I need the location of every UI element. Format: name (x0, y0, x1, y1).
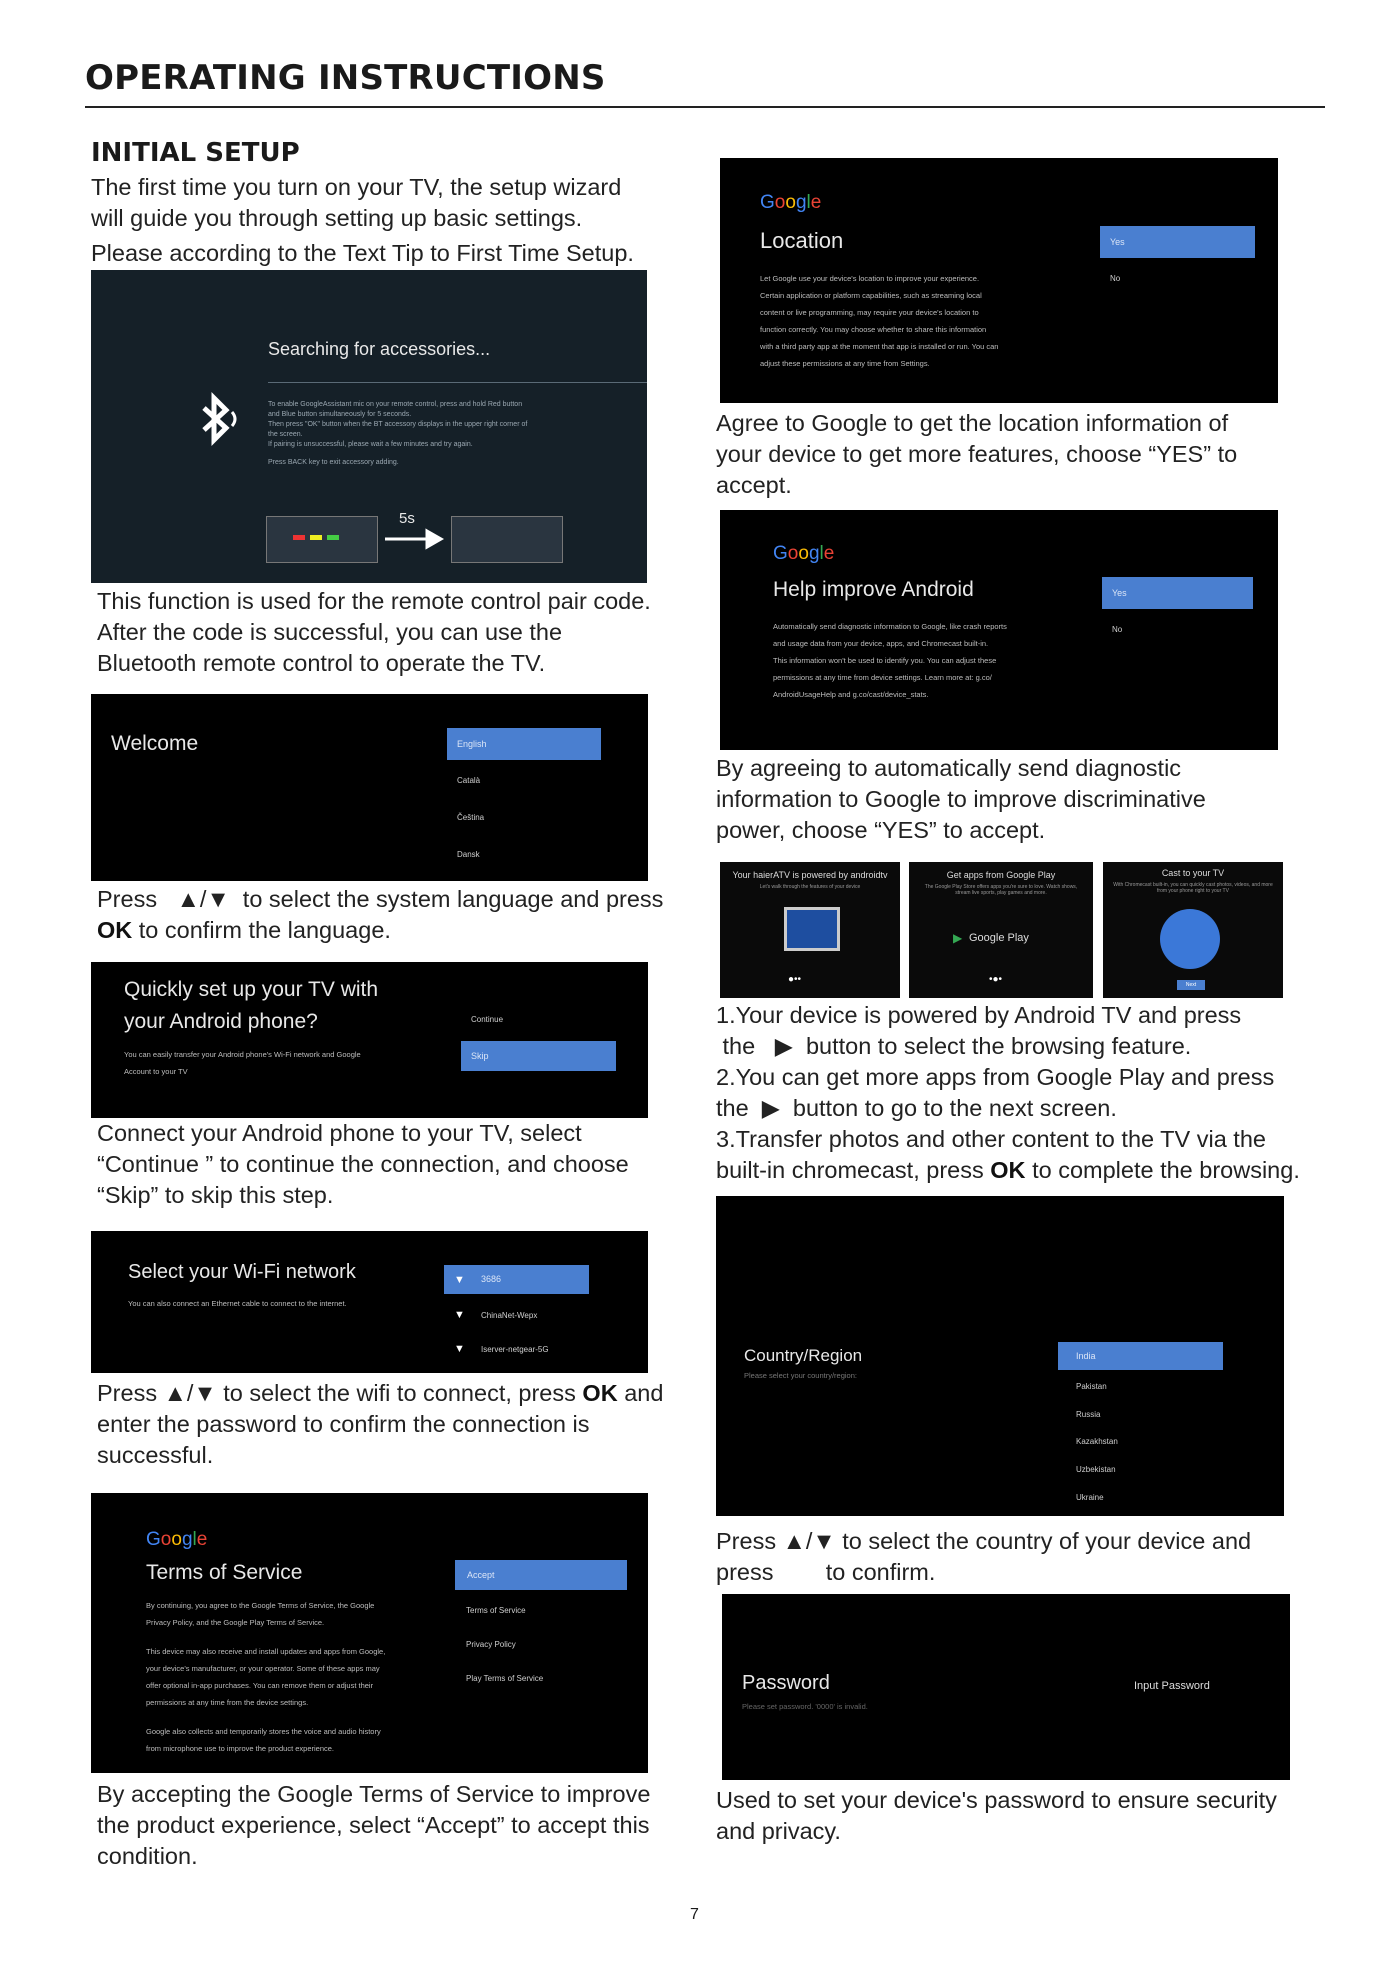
desc-text: the (722, 1033, 756, 1059)
screen-text: permissions at any time from the device settings. (146, 1698, 309, 1707)
google-play-icon: ▶ (953, 931, 963, 945)
screen-text: Automatically send diagnostic information to Google, like crash reports (773, 622, 1007, 631)
desc-text: built-in chromecast, press (716, 1157, 984, 1183)
screen-text: adjust these permissions at any time from Settings. (760, 359, 930, 368)
option-accept: Accept (455, 1560, 627, 1590)
bluetooth-description (97, 586, 651, 679)
option-no: No (1110, 274, 1121, 283)
page-number: 7 (690, 1906, 699, 1923)
password-screenshot (722, 1594, 1290, 1780)
option-skip: Skip (461, 1041, 616, 1071)
desc-line: By accepting the Google Terms of Service to improve (97, 1781, 651, 1807)
wifi-icon: ▼ (454, 1343, 465, 1355)
screen-text: and usage data from your device, apps, and Chromecast built-in. (773, 639, 989, 648)
tile-androidtv (720, 862, 900, 998)
screen-text: This device may also receive and install updates and apps from Google, (146, 1647, 386, 1656)
bluetooth-icon (186, 390, 246, 460)
location-screenshot (720, 158, 1278, 403)
desc-line: successful. (97, 1442, 214, 1468)
screen-text: and Blue button simultaneously for 5 seconds. (268, 411, 412, 418)
option-play-terms: Play Terms of Service (466, 1674, 544, 1683)
desc-text: Press (97, 1380, 158, 1406)
screen-text: Certain application or platform capabilities, such as streaming local (760, 291, 982, 300)
desc-line: enter the password to confirm the connection is (97, 1411, 590, 1437)
option-continue: Continue (471, 1015, 504, 1024)
tile-text: Let's walk through the features of your device (759, 884, 861, 890)
screen-text: To enable GoogleAssistant mic on your remote control, press and hold Red button (268, 401, 523, 408)
terms-screenshot (91, 1493, 648, 1773)
screen-text: content or live programming, may require your device's location to (760, 308, 979, 317)
desc-line: Agree to Google to get the location information of (716, 410, 1229, 436)
language-option: Dansk (457, 850, 480, 859)
desc-text: press (716, 1559, 774, 1585)
desc-line: “Continue ” to continue the connection, and choose (97, 1151, 629, 1177)
desc-line: “Skip” to skip this step. (97, 1182, 334, 1208)
wifi-network: 3686 (444, 1265, 589, 1294)
desc-line: Bluetooth remote control to operate the TV. (97, 650, 546, 676)
desc-text: to confirm. (825, 1559, 936, 1585)
desc-text: to select the country of your device and (842, 1528, 1252, 1554)
desc-line: Connect your Android phone to your TV, select (97, 1120, 582, 1146)
desc-line: power, choose “YES” to accept. (716, 817, 1046, 843)
country-option: Kazakhstan (1076, 1437, 1118, 1446)
help-improve-screenshot (720, 510, 1278, 750)
language-option: English (447, 728, 601, 760)
desc-line: 3.Transfer photos and other content to the TV via the (716, 1126, 1266, 1152)
screen-title: Help improve Android (773, 578, 974, 601)
tile-title: Get apps from Google Play (946, 870, 1056, 880)
wifi-network: ChinaNet-Wepx (481, 1311, 538, 1320)
tile-google-play (909, 862, 1093, 998)
desc-line: 2.You can get more apps from Google Play and press (716, 1064, 1275, 1090)
google-logo: Google (146, 1529, 208, 1550)
screen-text: offer optional in-app purchases. You can remove them or adjust their (146, 1681, 374, 1690)
wifi-screenshot (91, 1231, 648, 1373)
google-logo: Google (760, 192, 822, 213)
desc-line: After the code is successful, you can use the (97, 619, 563, 645)
tile-title: Your haierATV is powered by androidtv (732, 870, 888, 880)
screen-title: your Android phone? (124, 1010, 318, 1033)
desc-line: and privacy. (716, 1818, 841, 1844)
ok-key: OK (990, 1157, 1026, 1183)
language-description (97, 884, 663, 946)
intro-text (91, 172, 634, 269)
screen-title: Welcome (111, 732, 199, 755)
desc-line: This function is used for the remote control pair code. (97, 588, 651, 614)
country-option: Russia (1076, 1410, 1101, 1419)
desc-text: Press (716, 1528, 777, 1554)
intro-line: will guide you through setting up basic settings. (91, 205, 583, 231)
remote-image (266, 516, 378, 563)
language-option: Català (457, 776, 481, 785)
screen-text: This information won't be used to identify you. You can adjust these (773, 656, 997, 665)
tile-title: Cast to your TV (1161, 868, 1225, 878)
bluetooth-pairing-screenshot (91, 270, 647, 583)
screen-title: Searching for accessories... (268, 339, 491, 359)
screen-text: Let Google use your device's location to improve your experience. (760, 274, 980, 283)
desc-text: to select the wifi to connect, press (223, 1380, 576, 1406)
header-divider (85, 106, 1325, 108)
next-button: Next (1177, 980, 1205, 990)
arrow-keys: ▲/▼ (163, 1380, 217, 1406)
screen-title: Location (760, 228, 844, 253)
screen-text: If pairing is unsuccessful, please wait a few minutes and try again. (268, 441, 473, 448)
desc-text: to select the system language and press (242, 886, 664, 912)
desc-text: the (716, 1095, 749, 1121)
remote-image (451, 516, 563, 563)
desc-text: button to go to the next screen. (792, 1095, 1117, 1121)
screen-text: You can easily transfer your Android phone's Wi-Fi network and Google (124, 1050, 361, 1059)
screen-title: Password (742, 1672, 830, 1694)
desc-text: to confirm the language. (138, 917, 391, 943)
screen-title: Select your Wi-Fi network (128, 1261, 356, 1283)
country-option: India (1058, 1342, 1223, 1370)
desc-line: 1.Your device is powered by Android TV and press (716, 1002, 1242, 1028)
screen-text: Google also collects and temporarily stores the voice and audio history (146, 1727, 381, 1736)
phone-description (97, 1118, 629, 1211)
tile-text: With Chromecast built-in, you can quickly cast photos, videos, and more from your phone right to your TV (1113, 882, 1273, 894)
tiles-description (716, 1000, 1300, 1186)
screen-text: Account to your TV (124, 1067, 188, 1076)
desc-line: your device to get more features, choose “YES” to (716, 441, 1238, 467)
wifi-icon: ▼ (454, 1274, 465, 1286)
ok-key: OK (582, 1380, 618, 1406)
screen-text: permissions at any time from device settings. Learn more at: g.co/ (773, 673, 992, 682)
desc-text: Press (97, 886, 158, 912)
intro-line: The first time you turn on your TV, the setup wizard (91, 174, 622, 200)
desc-line: accept. (716, 472, 792, 498)
tile-text: The Google Play Store offers apps you're sure to love. Watch shows, stream live sports, play games and more. (924, 884, 1078, 896)
wifi-icon: ▼ (454, 1309, 465, 1321)
screen-title: Quickly set up your TV with (124, 978, 379, 1001)
screen-text: your device's manufacturer, or your operator. Some of these apps may (146, 1664, 380, 1673)
country-option: Uzbekistan (1076, 1465, 1116, 1474)
language-option: Čeština (457, 813, 485, 822)
option-yes: Yes (1102, 577, 1253, 609)
country-screenshot (716, 1196, 1284, 1516)
tv-icon (784, 907, 840, 951)
desc-text: button to select the browsing feature. (805, 1033, 1192, 1059)
play-key: ▶ (761, 1095, 780, 1121)
country-option: Pakistan (1076, 1382, 1107, 1391)
country-option: Ukraine (1076, 1493, 1104, 1502)
intro-line: Please according to the Text Tip to First Time Setup. (91, 240, 634, 266)
play-key: ▶ (774, 1033, 793, 1059)
desc-text: to complete the browsing. (1032, 1157, 1300, 1183)
help-description (716, 753, 1206, 846)
screen-text: with a third party app at the moment that app is installed or run. You can (760, 342, 999, 351)
terms-description (97, 1779, 650, 1872)
country-description (716, 1526, 1251, 1588)
wifi-description (97, 1378, 663, 1471)
password-description (716, 1785, 1277, 1847)
desc-text: and (624, 1380, 664, 1406)
page-dots: ●•• (788, 974, 802, 985)
ok-key: OK (97, 917, 133, 943)
cast-icon (1160, 909, 1220, 969)
screen-text: the screen. (268, 431, 303, 438)
password-input-label: Input Password (1134, 1680, 1210, 1692)
option-yes: Yes (1100, 226, 1255, 258)
section-heading: INITIAL SETUP (91, 138, 300, 168)
desc-line: Used to set your device's password to ensure security (716, 1787, 1277, 1813)
screen-title: Terms of Service (146, 1561, 303, 1584)
arrow-right-icon (381, 528, 451, 550)
desc-line: information to Google to improve discriminative (716, 786, 1206, 812)
screen-text: By continuing, you agree to the Google Terms of Service, the Google (146, 1601, 375, 1610)
phone-setup-screenshot (91, 962, 648, 1118)
screen-title: Country/Region (744, 1346, 863, 1365)
tile-cast (1103, 862, 1283, 998)
screen-text: Please set password. '0000' is invalid. (742, 1702, 868, 1711)
google-play-label: Google Play (969, 932, 1029, 944)
screen-text: function correctly. You may choose whether to share this information (760, 325, 987, 334)
screen-text: You can also connect an Ethernet cable to connect to the internet. (128, 1299, 347, 1308)
screen-text: AndroidUsageHelp and g.co/cast/device_stats. (773, 690, 929, 699)
screen-text: Please select your country/region: (744, 1371, 857, 1380)
location-description (716, 408, 1237, 501)
arrow-keys: ▲/▼ (176, 886, 230, 912)
option-no: No (1112, 625, 1123, 634)
wifi-network: Iserver-netgear-5G (481, 1345, 549, 1354)
arrow-keys: ▲/▼ (782, 1528, 836, 1554)
desc-line: the product experience, select “Accept” to accept this (97, 1812, 650, 1838)
option-privacy: Privacy Policy (466, 1640, 516, 1649)
page-title: OPERATING INSTRUCTIONS (85, 58, 606, 98)
welcome-screenshot (91, 694, 648, 881)
timer-label: 5s (399, 510, 415, 527)
screen-text: from microphone use to improve the product experience. (146, 1744, 335, 1753)
desc-line: By agreeing to automatically send diagnostic (716, 755, 1182, 781)
page-dots: •●• (989, 974, 1003, 985)
google-logo: Google (773, 543, 835, 564)
screen-text: Press BACK key to exit accessory adding. (268, 459, 399, 466)
option-terms: Terms of Service (466, 1606, 526, 1615)
desc-line: condition. (97, 1843, 198, 1869)
screen-text: Privacy Policy, and the Google Play Terms of Service. (146, 1618, 325, 1627)
screen-text: Then press "OK" button when the BT accessory displays in the upper right corner of (268, 421, 528, 428)
